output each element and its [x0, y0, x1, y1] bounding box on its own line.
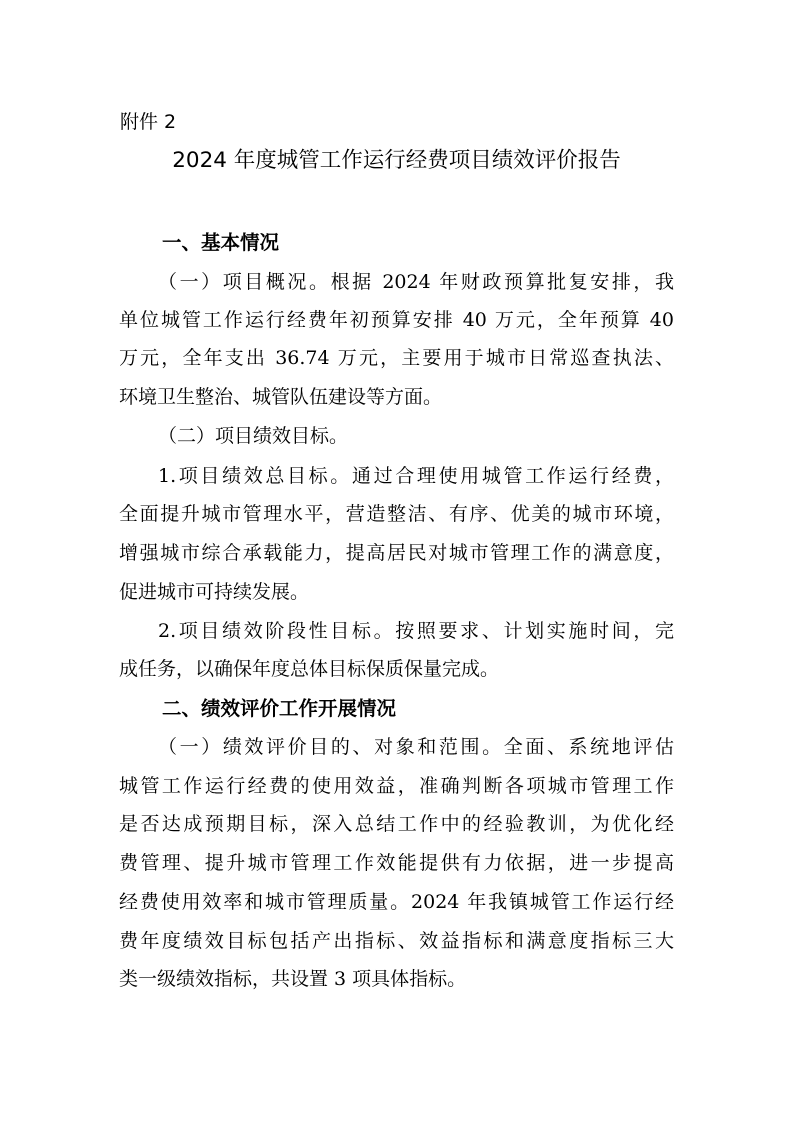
paragraph-line: 万元，全年支出 36.74 万元，主要用于城市日常巡查执法、 — [119, 347, 674, 369]
subsection-heading-goals: （二）项目绩效目标。 — [158, 425, 349, 447]
attachment-label: 附件 2 — [120, 111, 177, 133]
paragraph-line: 经费使用效率和城市管理质量。2024 年我镇城管工作运行经 — [119, 891, 674, 913]
paragraph-line: 费管理、提升城市管理工作效能提供有力依据，进一步提高 — [119, 852, 674, 874]
paragraph-line: （一）绩效评价目的、对象和范围。全面、系统地评估 — [158, 736, 674, 758]
paragraph-line: 1.项目绩效总目标。通过合理使用城管工作运行经费， — [158, 465, 674, 487]
paragraph-line: 全面提升城市管理水平，营造整洁、有序、优美的城市环境， — [119, 503, 674, 525]
document-title: 2024 年度城管工作运行经费项目绩效评价报告 — [172, 148, 621, 173]
paragraph-line: 成任务，以确保年度总体目标保质保量完成。 — [119, 658, 500, 680]
paragraph-line: 费年度绩效目标包括产出指标、效益指标和满意度指标三大 — [119, 930, 674, 952]
section-heading-basic: 一、基本情况 — [162, 231, 280, 254]
paragraph-line: 促进城市可持续发展。 — [119, 581, 310, 603]
paragraph-line: 环境卫生整治、城管队伍建设等方面。 — [119, 386, 443, 408]
paragraph-line: 2.项目绩效阶段性目标。按照要求、计划实施时间，完 — [158, 620, 674, 642]
paragraph-line: 是否达成预期目标，深入总结工作中的经验教训，为优化经 — [119, 813, 674, 835]
paragraph-line: 增强城市综合承载能力，提高居民对城市管理工作的满意度， — [119, 542, 674, 564]
section-heading-evaluation: 二、绩效评价工作开展情况 — [162, 697, 397, 720]
paragraph-line: 城管工作运行经费的使用效益，准确判断各项城市管理工作 — [119, 775, 674, 797]
paragraph-line: （一）项目概况。根据 2024 年财政预算批复安排，我 — [158, 271, 674, 293]
paragraph-line: 单位城管工作运行经费年初预算安排 40 万元，全年预算 40 — [119, 309, 674, 331]
paragraph-line: 类一级绩效指标，共设置 3 项具体指标。 — [119, 968, 467, 990]
